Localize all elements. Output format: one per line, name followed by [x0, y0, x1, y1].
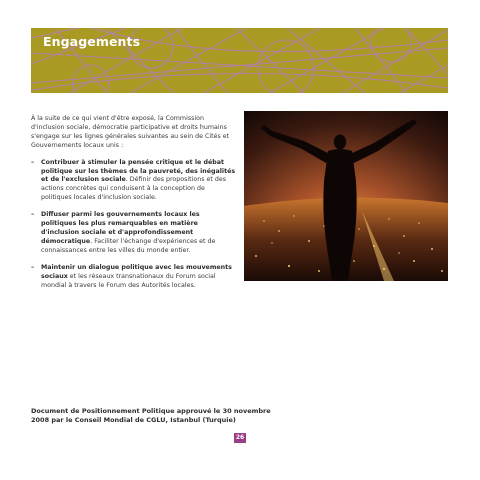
item-bold-text: Diffuser parmi les gouvernements locaux les politiques les plus remarquables en matière d'inclusion sociale et d'approfondissement démocratique [41, 211, 200, 245]
list-item [31, 211, 236, 256]
city-night-photo [244, 111, 448, 281]
item-text: . Définir des propositions et des actions concrètes qui conduisent à la conception de politiques locales d'inclusion sociale. [41, 176, 226, 202]
intro-paragraph: À la suite de ce qui vient d'être exposé, la Commission d'inclusion sociale, démocratie participative et droits humains s'engage sur les lignes générales suivantes au sein de Cités et Gouvernements locaux unis : [31, 115, 230, 149]
person-arms-raised-icon [244, 111, 448, 281]
source-note-line: Document de Positionnement Politique approuvé le 30 novembre [31, 407, 271, 415]
list-item [31, 264, 236, 291]
source-note [31, 407, 271, 425]
page-number-badge: 26 [235, 434, 245, 441]
item-text: et les réseaux transnationaux du Forum social mondial à travers le Forum des Autorités locales. [41, 272, 216, 289]
page-title: Engagements [43, 34, 141, 49]
header-banner [31, 28, 448, 93]
dash-bullet: – [31, 211, 35, 219]
source-note-line: 2008 par le Conseil Mondial de CGLU, Istanbul (Turquie) [31, 416, 236, 424]
item-text: . Faciliter l'échange d'expériences et de connaissances entre les villes du monde entier. [41, 237, 216, 254]
item-bold-text: Contribuer à stimuler la pensée critique et le débat politique sur les thèmes de la pauvreté, des inégalités et de l'exclusion sociale [41, 158, 236, 184]
dash-bullet: – [31, 158, 35, 166]
body-text-column [31, 115, 236, 298]
dash-bullet: – [31, 263, 35, 271]
list-item [31, 159, 236, 204]
item-bold-text: Maintenir un dialogue politique avec les mouvements sociaux [41, 263, 232, 280]
